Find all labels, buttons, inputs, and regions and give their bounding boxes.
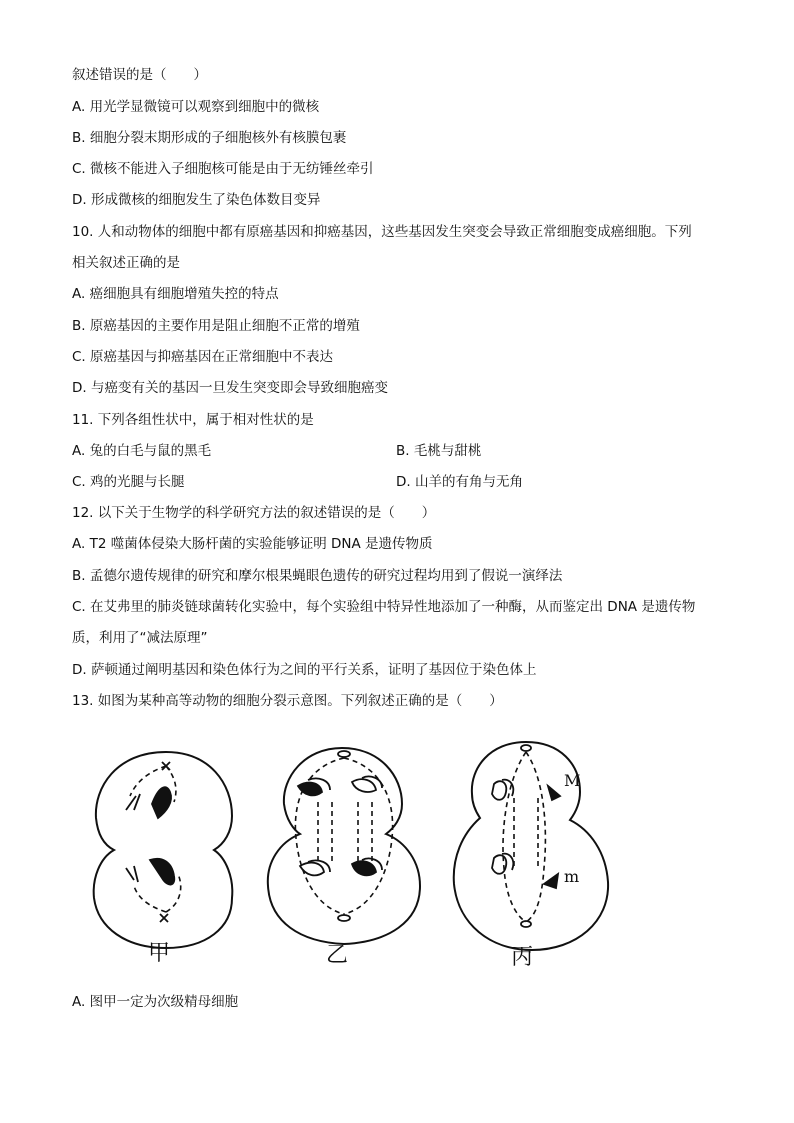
question-10-cont: 相关叙述正确的是 (72, 255, 180, 271)
question-12: 12. 以下关于生物学的科学研究方法的叙述错误的是（ ） (72, 505, 436, 521)
gene-label-m: m (564, 867, 580, 886)
centriole (338, 915, 350, 921)
option-c: C. 鸡的光腿与长腿 (72, 474, 185, 490)
centriole (338, 751, 350, 757)
option-d: D. 山羊的有角与无角 (396, 474, 523, 490)
chromosome (152, 787, 171, 818)
option-c: C. 在艾弗里的肺炎链球菌转化实验中，每个实验组中特异性地添加了一种酶，从而鉴定出 DNA 是遗传物 (72, 599, 696, 615)
chromosome (352, 779, 376, 792)
option-c-cont: 质，利用了“减法原理” (72, 630, 208, 646)
option-a: A. 图甲一定为次级精母细胞 (72, 994, 239, 1010)
option-d: D. 与癌变有关的基因一旦发生突变即会导致细胞癌变 (72, 380, 388, 396)
gene-label-M: M (564, 771, 581, 790)
option-b: B. 孟德尔遗传规律的研究和摩尔根果蝇眼色遗传的研究过程均用到了假说一演绎法 (72, 568, 563, 584)
cell-division-figure (86, 738, 626, 978)
option-a: A. 用光学显微镜可以观察到细胞中的微核 (72, 99, 320, 115)
option-b: B. 细胞分裂末期形成的子细胞核外有核膜包裹 (72, 130, 347, 146)
chromosome (352, 861, 376, 875)
question-10: 10. 人和动物体的细胞中都有原癌基因和抑癌基因，这些基因发生突变会导致正常细胞变成癌细胞。下列 (72, 224, 692, 240)
spindle-yi-outer-left (295, 758, 344, 914)
option-d: D. 萨顿通过阐明基因和染色体行为之间的平行关系，证明了基因位于染色体上 (72, 662, 537, 678)
option-a: A. 癌细胞具有细胞增殖失控的特点 (72, 286, 279, 302)
chromosome (492, 855, 506, 874)
caption-bing: 丙 (511, 945, 534, 970)
spindle-jia-bottom (134, 886, 166, 912)
chromosome-m (544, 874, 558, 888)
caption-jia: 甲 (148, 941, 171, 966)
centrosome-star (160, 914, 168, 922)
option-a: A. 兔的白毛与鼠的黑毛 (72, 443, 212, 459)
option-a: A. T2 噬菌体侵染大肠杆菌的实验能够证明 DNA 是遗传物质 (72, 536, 433, 552)
option-b: B. 毛桃与甜桃 (396, 443, 482, 459)
spindle-bing-right (526, 752, 545, 922)
centriole (521, 745, 531, 751)
option-c: C. 原癌基因与抑癌基因在正常细胞中不表达 (72, 349, 334, 365)
chromosome-M (548, 786, 560, 800)
question-11: 11. 下列各组性状中，属于相对性状的是 (72, 412, 314, 428)
option-c: C. 微核不能进入子细胞核可能是由于无纺锤丝牵引 (72, 161, 374, 177)
option-b: B. 原癌基因的主要作用是阻止细胞不正常的增殖 (72, 318, 360, 334)
question-13: 13. 如图为某种高等动物的细胞分裂示意图。下列叙述正确的是（ ） (72, 693, 503, 709)
chromosome (126, 794, 140, 810)
option-d: D. 形成微核的细胞发生了染色体数目变异 (72, 192, 321, 208)
text-line: 叙述错误的是（ ） (72, 67, 207, 83)
centrosome-star (162, 762, 170, 770)
chromosome (126, 866, 138, 882)
chromosome (492, 781, 506, 800)
caption-yi: 乙 (326, 943, 349, 968)
chromosome (150, 859, 174, 885)
